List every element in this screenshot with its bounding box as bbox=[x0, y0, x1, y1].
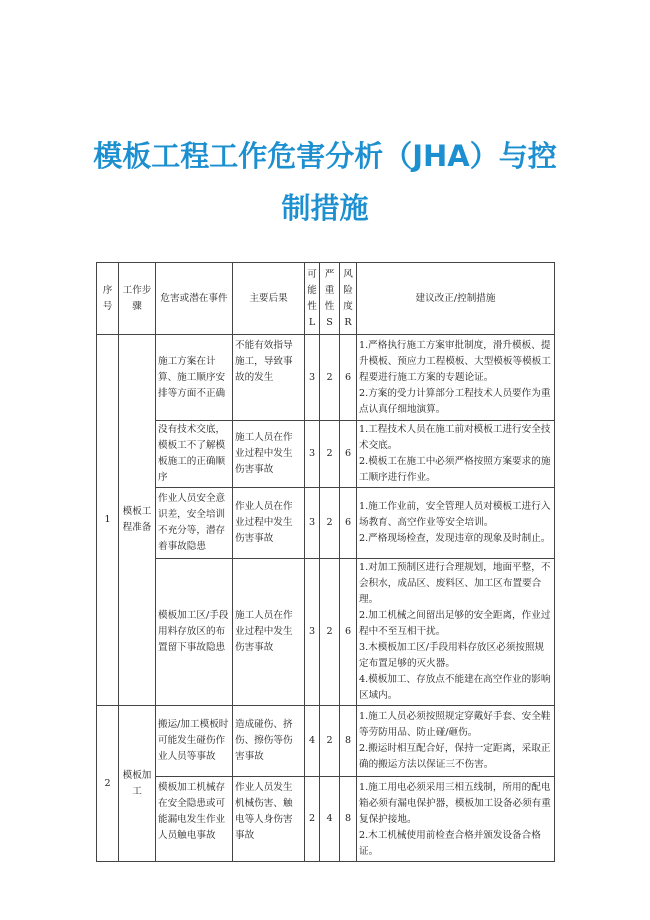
measure-item: 1.施工用电必须采用三相五线制，所用的配电箱必须有漏电保护器，模板加工设备必须有重复保护接地。 bbox=[359, 782, 551, 825]
hazard-cell: 作业人员安全意识差，安全培训不充分等，潜存着事故隐患 bbox=[156, 488, 233, 559]
group-step: 模板工程准备 bbox=[119, 335, 156, 706]
table-row bbox=[97, 421, 555, 488]
measure-item: 2.木工机械使用前检查合格并颁发设备合格证。 bbox=[359, 830, 541, 857]
header-likelihood: 可能性L bbox=[305, 263, 320, 335]
risk-cell: 6 bbox=[340, 335, 357, 421]
measure-item: 2.加工机械之间留出足够的安全距离，作业过程中不至互相干扰。 bbox=[359, 610, 551, 637]
likelihood-cell: 3 bbox=[305, 559, 320, 706]
severity-cell: 2 bbox=[320, 559, 340, 706]
likelihood-cell: 3 bbox=[305, 488, 320, 559]
risk-cell: 8 bbox=[340, 777, 357, 862]
header-risk: 风险度R bbox=[340, 263, 357, 335]
measures-cell bbox=[357, 335, 555, 421]
severity-cell: 4 bbox=[320, 777, 340, 862]
measure-item: 1.施工人员必须按照规定穿戴好手套、安全鞋等劳防用品、防止碰/砸伤。 bbox=[359, 711, 551, 738]
header-seq: 序号 bbox=[97, 263, 119, 335]
hazard-cell: 搬运/加工模板时可能发生碰伤作业人员等事故 bbox=[156, 706, 233, 777]
table-row bbox=[97, 706, 555, 777]
measure-item: 2.模板工在施工中必须严格按照方案要求的施工顺序进行作业。 bbox=[359, 456, 551, 483]
severity-cell: 2 bbox=[320, 335, 340, 421]
measures-cell bbox=[357, 559, 555, 706]
measure-item: 1.对加工预制区进行合理规划，地面平整，不会积水，成品区、废料区、加工区布置要合理。 bbox=[359, 562, 551, 605]
measure-item: 2.严格现场检查，发现违章的现象及时制止。 bbox=[359, 533, 551, 544]
group-step: 模板加工 bbox=[119, 706, 156, 862]
severity-cell: 2 bbox=[320, 421, 340, 488]
likelihood-cell: 2 bbox=[305, 777, 320, 862]
consequence-cell: 造成碰伤、挤伤、擦伤等伤害事故 bbox=[233, 706, 305, 777]
risk-cell: 6 bbox=[340, 488, 357, 559]
measure-item: 2.方案的受力计算部分工程技术人员要作为重点认真仔细地演算。 bbox=[359, 387, 551, 415]
risk-cell: 8 bbox=[340, 706, 357, 777]
table-header-row bbox=[97, 263, 555, 335]
measures-cell bbox=[357, 421, 555, 488]
measure-item: 4.模板加工、存放点不能建在高空作业的影响区域内。 bbox=[359, 674, 551, 701]
consequence-cell: 施工人员在作业过程中发生伤害事故 bbox=[233, 421, 305, 488]
severity-cell: 2 bbox=[320, 488, 340, 559]
group-seq: 1 bbox=[97, 335, 119, 706]
measure-item: 2.搬运时相互配合好，保持一定距离，采取正确的搬运方法以保证三不伤害。 bbox=[359, 743, 551, 770]
group-seq: 2 bbox=[97, 706, 119, 862]
document-title-line-2: 制措施 bbox=[281, 191, 369, 225]
measure-item: 1.严格执行施工方案审批制度，滑升模板、提升模板、预应力工程模板、大型模板等模板工程要进行施工方案的专题论证。 bbox=[359, 339, 551, 383]
header-measures: 建议改正/控制措施 bbox=[357, 263, 555, 335]
table-row bbox=[97, 777, 555, 862]
header-hazard: 危害或潜在事件 bbox=[156, 263, 233, 335]
hazard-cell: 模板加工区/手段用料存放区的布置留下事故隐患 bbox=[156, 559, 233, 706]
measures-cell bbox=[357, 706, 555, 777]
measures-cell bbox=[357, 777, 555, 862]
header-step: 工作步骤 bbox=[119, 263, 156, 335]
measure-item: 3.木模板加工区/手段用料存放区必须按照规定布置足够的灭火器。 bbox=[359, 642, 545, 669]
consequence-cell: 作业人员发生机械伤害、触电等人身伤害事故 bbox=[233, 777, 305, 862]
document-title-line-1: 模板工程工作危害分析（JHA）与控 bbox=[93, 139, 557, 173]
header-consequence: 主要后果 bbox=[233, 263, 305, 335]
table-row bbox=[97, 488, 555, 559]
hazard-cell: 模板加工机械存在安全隐患或可能漏电发生作业人员触电事故 bbox=[156, 777, 233, 862]
consequence-cell: 作业人员在作业过程中发生伤害事故 bbox=[233, 488, 305, 559]
table-row bbox=[97, 335, 555, 421]
hazard-cell: 没有技术交底，模板工不了解模板施工的正确顺序 bbox=[156, 421, 233, 488]
header-severity: 严重性S bbox=[320, 263, 340, 335]
severity-cell: 2 bbox=[320, 706, 340, 777]
measures-cell bbox=[357, 488, 555, 559]
risk-cell: 6 bbox=[340, 559, 357, 706]
likelihood-cell: 3 bbox=[305, 335, 320, 421]
jha-table-viewport bbox=[96, 262, 552, 857]
hazard-cell: 施工方案在计算、施工顺序安排等方面不正确 bbox=[156, 335, 233, 421]
table-row bbox=[97, 559, 555, 706]
likelihood-cell: 4 bbox=[305, 706, 320, 777]
jha-table bbox=[96, 262, 555, 862]
risk-cell: 6 bbox=[340, 421, 357, 488]
consequence-cell: 不能有效指导施工，导致事故的发生 bbox=[233, 335, 305, 421]
likelihood-cell: 3 bbox=[305, 421, 320, 488]
measure-item: 1.施工作业前，安全管理人员对模板工进行入场教育、高空作业等安全培训。 bbox=[359, 501, 551, 528]
consequence-cell: 施工人员在作业过程中发生伤害事故 bbox=[233, 559, 305, 706]
measure-item: 1.工程技术人员在施工前对模板工进行安全技术交底。 bbox=[359, 424, 551, 451]
